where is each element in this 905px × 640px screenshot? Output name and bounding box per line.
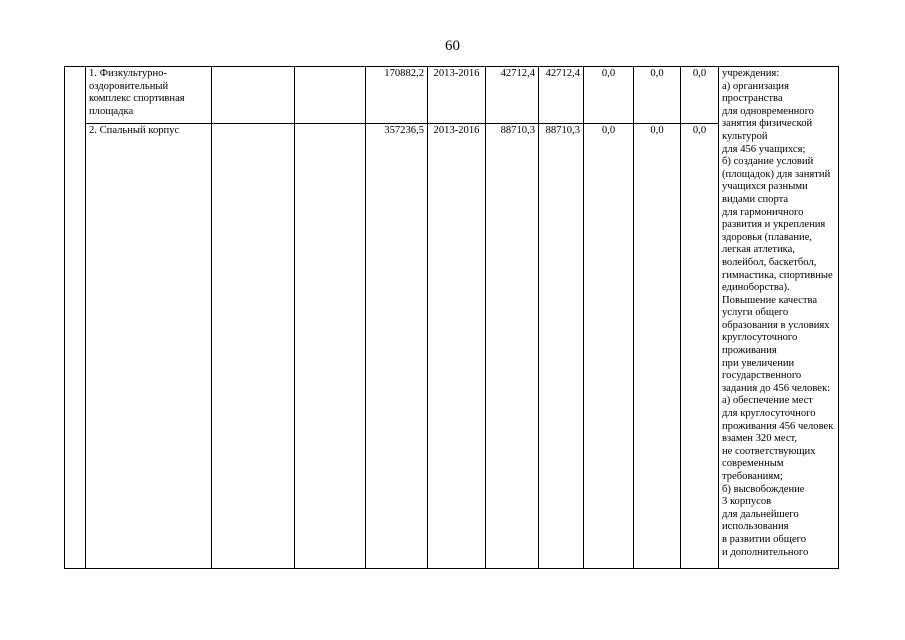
object-name-cell bbox=[86, 124, 212, 569]
funding-cell: 88710,3 bbox=[539, 124, 584, 569]
object-name-line: площадка bbox=[89, 105, 134, 117]
period-cell: 2013-2016 bbox=[428, 124, 486, 569]
result-description-line: для дальнейшего bbox=[722, 508, 799, 520]
result-description-line: проживания 456 человек bbox=[722, 420, 834, 432]
result-description-line: гимнастика, спортивные bbox=[722, 269, 833, 281]
object-name-line: комплекс спортивная bbox=[89, 93, 185, 105]
result-description-line: не соответствующих bbox=[722, 445, 816, 457]
result-description-line: 3 корпусов bbox=[722, 496, 772, 508]
value-cell: 0,0 bbox=[681, 67, 719, 124]
result-description-line: задания до 456 человек: bbox=[722, 382, 831, 394]
estimated-cost-cell: 357236,5 bbox=[366, 124, 428, 569]
table-row bbox=[65, 67, 839, 124]
value-cell: 0,0 bbox=[681, 124, 719, 569]
result-description-line: пространства bbox=[722, 93, 783, 105]
result-description-line: а) организация bbox=[722, 80, 789, 92]
result-description-line: для гармоничного bbox=[722, 206, 804, 218]
result-description-line: для одновременного bbox=[722, 105, 814, 117]
result-description-line: культурой bbox=[722, 130, 768, 142]
object-name-line: оздоровительный bbox=[89, 80, 169, 92]
value-cell: 0,0 bbox=[584, 67, 634, 124]
funding-cell: 42712,4 bbox=[539, 67, 584, 124]
result-description-line: проживания bbox=[722, 345, 777, 357]
empty-cell bbox=[212, 124, 295, 569]
result-description-line: б) высвобождение bbox=[722, 483, 805, 495]
object-name-line: 2. Спальный корпус bbox=[89, 125, 180, 136]
result-description-line: при увеличении bbox=[722, 357, 795, 369]
result-description-line: развития и укрепления bbox=[722, 219, 826, 231]
estimated-cost-cell: 170882,2 bbox=[366, 67, 428, 124]
result-description-line: в развитии общего bbox=[722, 533, 807, 545]
result-description-line: а) обеспечение мест bbox=[722, 395, 813, 407]
result-description bbox=[722, 68, 835, 559]
result-description-line: волейбол, баскетбол, bbox=[722, 256, 817, 268]
row-number-cell bbox=[65, 67, 86, 569]
value-cell: 0,0 bbox=[584, 124, 634, 569]
result-description-line: образования в условиях bbox=[722, 319, 830, 331]
result-description-line: и дополнительного bbox=[722, 546, 809, 558]
result-description-line: учащихся разными bbox=[722, 181, 808, 193]
empty-cell bbox=[212, 67, 295, 124]
empty-cell bbox=[295, 67, 366, 124]
object-name-cell bbox=[86, 67, 212, 124]
funding-cell: 88710,3 bbox=[486, 124, 539, 569]
result-description-line: здоровья (плавание, bbox=[722, 231, 813, 243]
result-description-line: взамен 320 мест, bbox=[722, 433, 798, 445]
result-description-line: легкая атлетика, bbox=[722, 244, 795, 256]
result-description-line: государственного bbox=[722, 370, 802, 382]
result-description-line: видами спорта bbox=[722, 193, 789, 205]
value-cell: 0,0 bbox=[634, 67, 681, 124]
page-number: 60 bbox=[445, 38, 460, 54]
value-cell: 0,0 bbox=[634, 124, 681, 569]
result-description-line: требованиям; bbox=[722, 471, 783, 482]
result-description-line: Повышение качества bbox=[722, 294, 818, 306]
object-name-line: 1. Физкультурно- bbox=[89, 68, 167, 79]
result-description-line: б) создание условий bbox=[722, 156, 814, 168]
result-description-line: для 456 учащихся; bbox=[722, 143, 806, 155]
result-description-line: использования bbox=[722, 521, 789, 533]
result-description-line: современным bbox=[722, 458, 784, 470]
empty-cell bbox=[295, 124, 366, 569]
result-description-line: учреждения: bbox=[722, 68, 780, 79]
result-description-line: для круглосуточного bbox=[722, 408, 816, 420]
period-cell: 2013-2016 bbox=[428, 67, 486, 124]
result-description-cell bbox=[719, 67, 839, 569]
result-description-line: занятия физической bbox=[722, 118, 813, 130]
result-description-line: круглосуточного bbox=[722, 332, 798, 344]
result-description-line: (площадок) для занятий bbox=[722, 168, 831, 180]
result-description-line: единоборства). bbox=[722, 282, 790, 294]
budget-table bbox=[64, 66, 839, 569]
funding-cell: 42712,4 bbox=[486, 67, 539, 124]
result-description-line: услуги общего bbox=[722, 307, 789, 319]
